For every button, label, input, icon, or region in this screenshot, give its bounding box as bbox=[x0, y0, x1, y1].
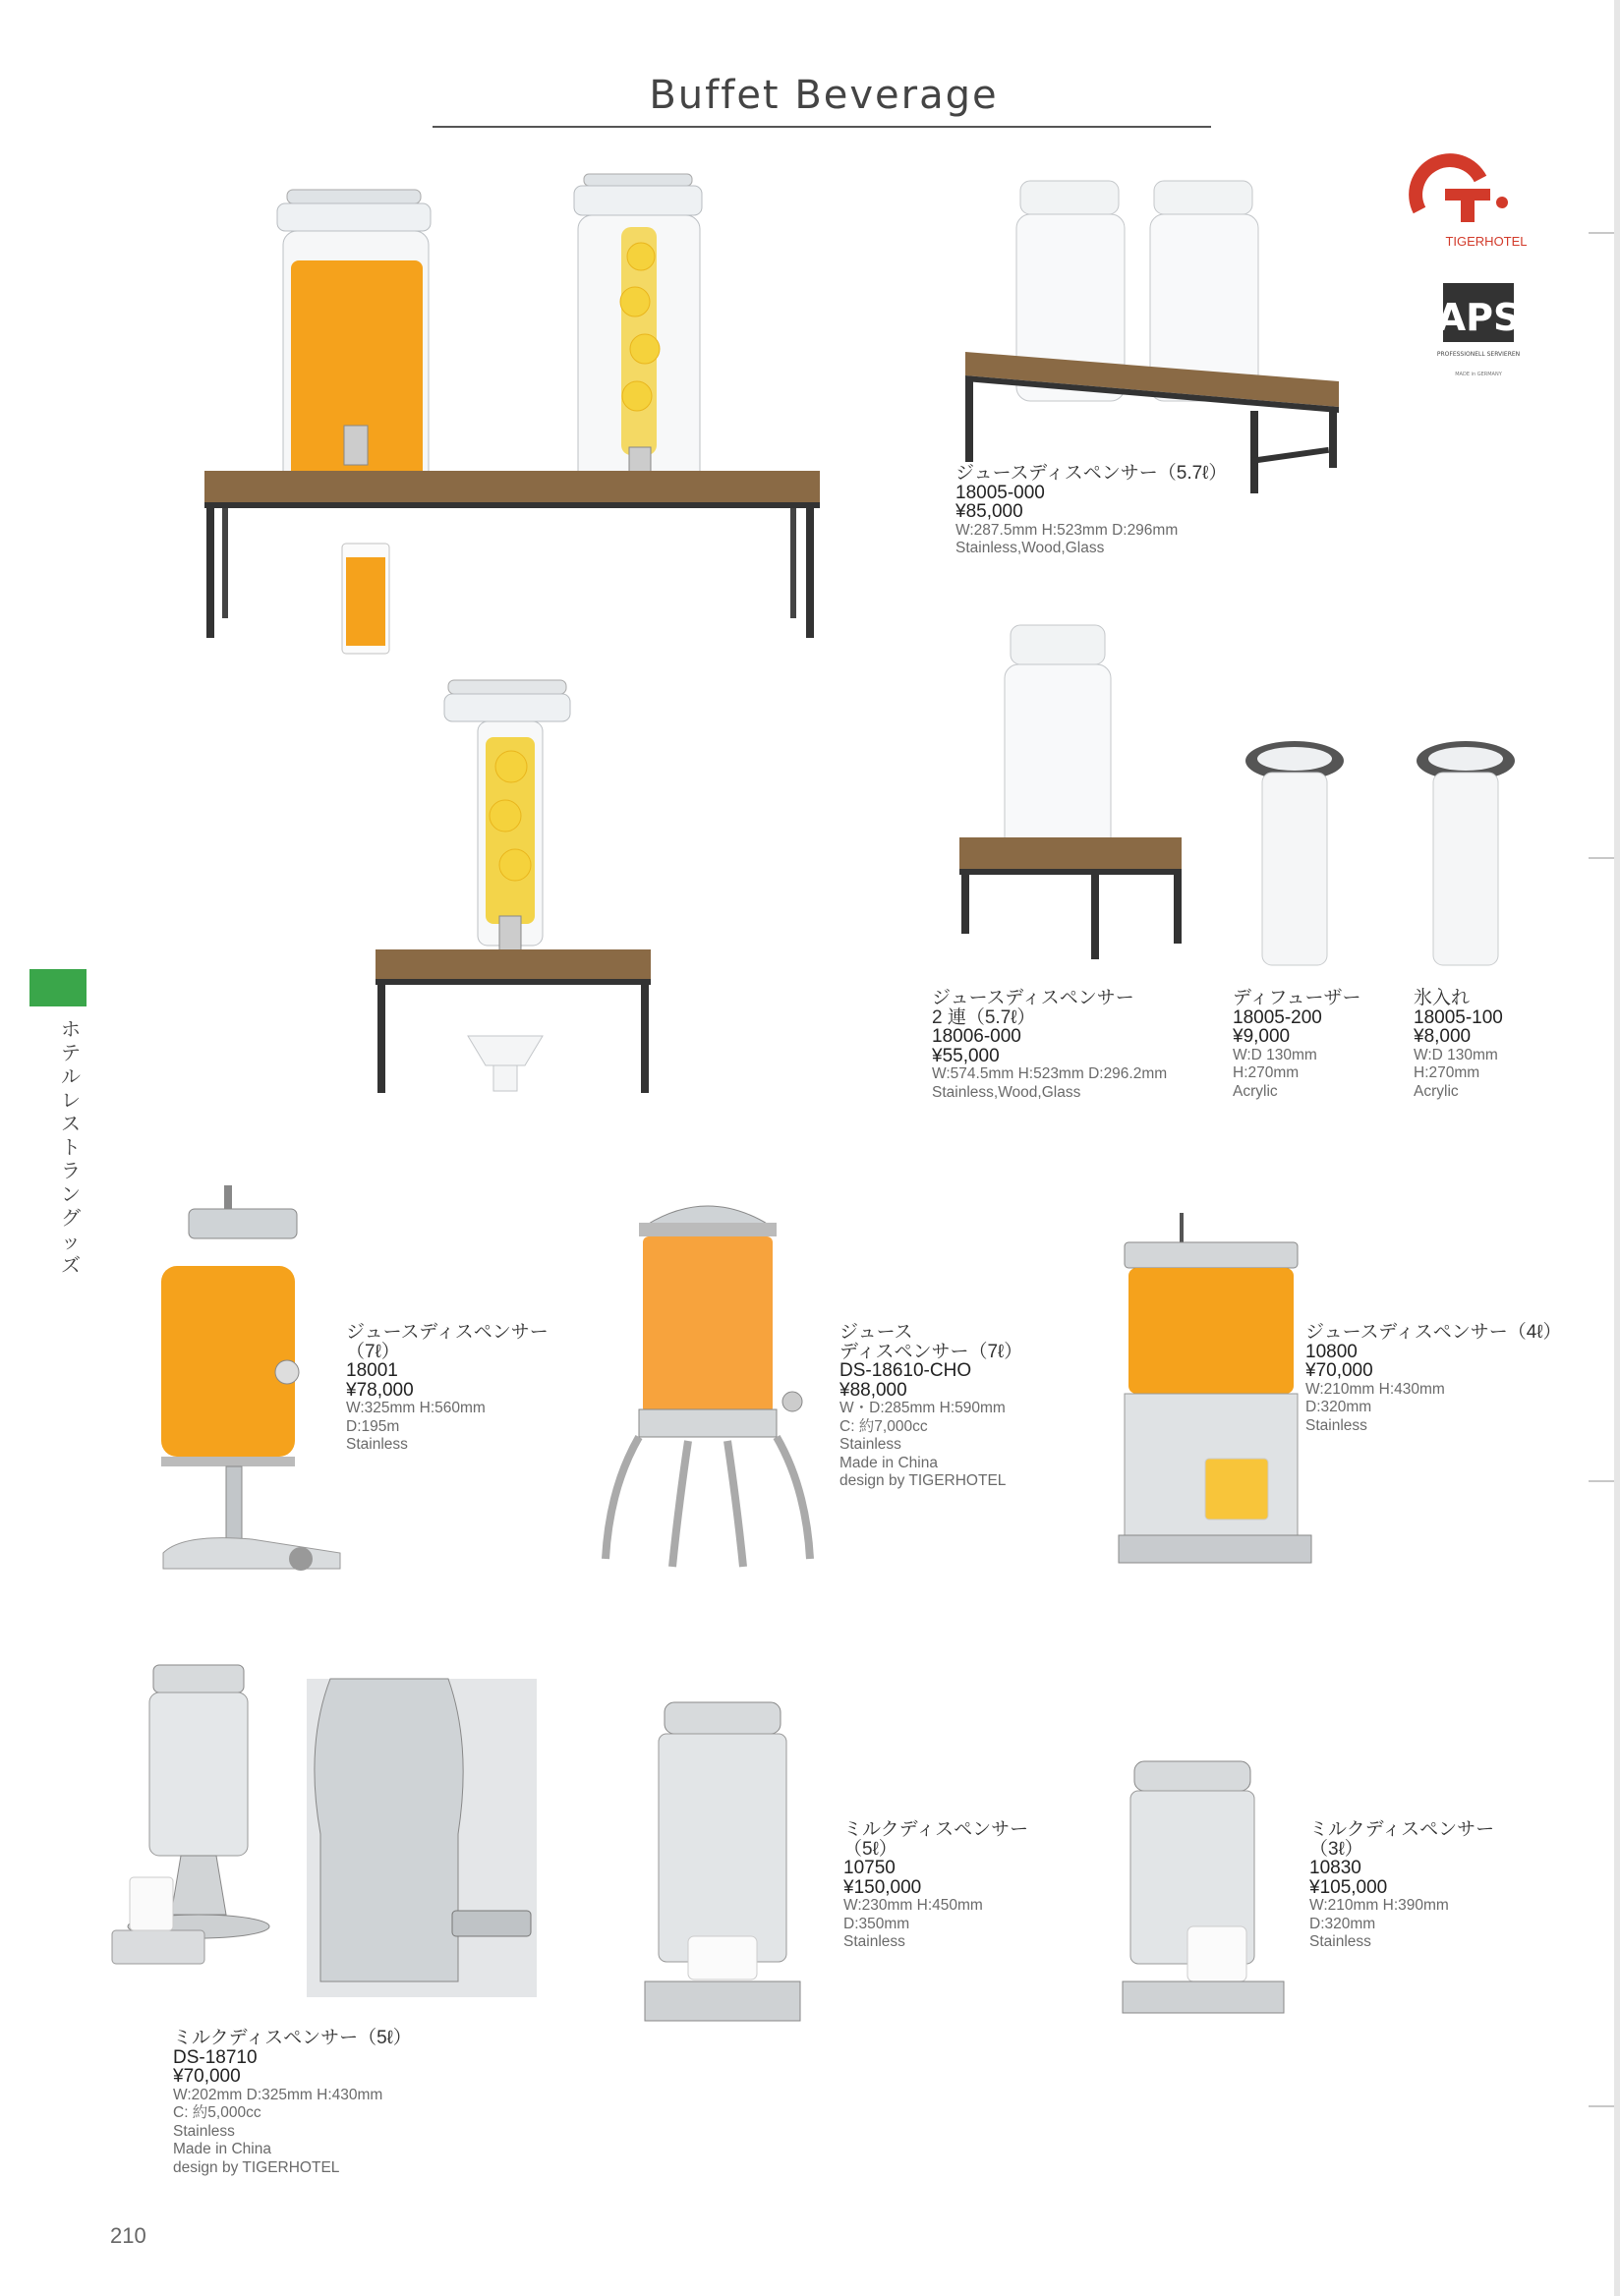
product-name: ジュース bbox=[839, 1322, 913, 1343]
product-spec: W:287.5mm H:523mm D:296mm bbox=[955, 521, 1179, 539]
product-name: ジュースディスペンサー（5.7ℓ） bbox=[955, 463, 1228, 484]
page-edge bbox=[1614, 0, 1620, 2296]
product-name: ミルクディスペンサー bbox=[1309, 1819, 1495, 1840]
product-code: 18005-000 bbox=[955, 482, 1045, 503]
page-title: Buffet Beverage bbox=[649, 73, 999, 118]
product-18005-100 bbox=[1414, 989, 1503, 1101]
product-name-sub: 2 連（5.7ℓ） bbox=[932, 1006, 1036, 1028]
product-name: ミルクディスペンサー bbox=[843, 1819, 1029, 1840]
product-name-sub: （5ℓ） bbox=[843, 1838, 897, 1860]
product-name-sub: （3ℓ） bbox=[1309, 1838, 1363, 1860]
single-jar-stand-photo bbox=[948, 617, 1203, 981]
aps-wordmark: APS bbox=[1436, 296, 1521, 339]
product-price: ¥150,000 bbox=[843, 1876, 922, 1898]
product-spec: design by TIGERHOTEL bbox=[173, 2158, 340, 2176]
product-spec: Made in China bbox=[839, 1454, 938, 1471]
product-spec: W:210mm H:390mm bbox=[1309, 1897, 1449, 1914]
product-price: ¥9,000 bbox=[1233, 1026, 1291, 1047]
double-dispenser-photo bbox=[197, 162, 826, 663]
section-tab bbox=[29, 969, 87, 1006]
product-spec: W:325mm H:560mm bbox=[346, 1400, 486, 1416]
product-spec: Stainless bbox=[173, 2122, 235, 2140]
product-price: ¥85,000 bbox=[955, 501, 1023, 522]
product-spec: Stainless bbox=[1305, 1416, 1367, 1434]
product-spec: W:202mm D:325mm H:430mm bbox=[173, 2086, 383, 2103]
product-spec: D:320mm bbox=[1305, 1399, 1372, 1415]
tigerhotel-wordmark: TIGERHOTEL bbox=[1445, 234, 1528, 249]
edge-tick bbox=[1589, 232, 1614, 234]
product-name: ジュースディスペンサー（4ℓ） bbox=[1305, 1322, 1562, 1343]
product-spec: W:D 130mm bbox=[1414, 1046, 1498, 1063]
product-price: ¥8,000 bbox=[1414, 1026, 1472, 1047]
product-price: ¥105,000 bbox=[1309, 1876, 1388, 1898]
edge-tick bbox=[1589, 2105, 1614, 2107]
product-spec: W:230mm H:450mm bbox=[843, 1897, 983, 1914]
product-spec: W:D 130mm bbox=[1233, 1046, 1317, 1063]
product-spec: C: 約7,000cc bbox=[839, 1417, 928, 1435]
ice-container-photo bbox=[1412, 731, 1520, 977]
product-ds-18710 bbox=[173, 2029, 412, 2177]
product-spec: Acrylic bbox=[1233, 1082, 1278, 1100]
tigerhotel-logo bbox=[1412, 159, 1549, 258]
product-code: DS-18610-CHO bbox=[839, 1360, 972, 1381]
product-code: 10800 bbox=[1305, 1341, 1358, 1362]
milk-dispenser-ds18710-photo bbox=[108, 1657, 541, 2003]
title-divider bbox=[433, 126, 1211, 128]
product-18006-000 bbox=[932, 989, 1167, 1102]
juice-dispenser-18001-photo bbox=[153, 1179, 350, 1577]
diffuser-photo bbox=[1241, 731, 1349, 977]
product-name: ミルクディスペンサー（5ℓ） bbox=[173, 2028, 412, 2048]
product-code: 18001 bbox=[346, 1360, 398, 1381]
product-name: 氷入れ bbox=[1414, 988, 1471, 1008]
section-label: ホテルレストラングッズ bbox=[61, 1017, 81, 1277]
product-18005-200 bbox=[1233, 989, 1361, 1101]
product-spec: D:350mm bbox=[843, 1915, 910, 1932]
edge-tick bbox=[1589, 1480, 1614, 1482]
product-spec: W:574.5mm H:523mm D:296.2mm bbox=[932, 1065, 1168, 1082]
product-price: ¥70,000 bbox=[173, 2066, 241, 2087]
product-name-sub: ディスペンサー（7ℓ） bbox=[839, 1341, 1023, 1362]
product-code: 18005-100 bbox=[1414, 1006, 1503, 1028]
product-price: ¥88,000 bbox=[839, 1379, 907, 1401]
product-ds-18610-cho bbox=[839, 1323, 1022, 1491]
lemon-dispenser-photo bbox=[370, 664, 665, 1117]
product-10800 bbox=[1305, 1323, 1561, 1435]
product-spec: H:270mm bbox=[1233, 1064, 1300, 1081]
product-name-sub: （7ℓ） bbox=[346, 1341, 400, 1362]
milk-dispenser-10750-photo bbox=[639, 1696, 806, 2031]
product-spec: Made in China bbox=[173, 2141, 271, 2157]
milk-dispenser-10830-photo bbox=[1115, 1755, 1290, 2029]
product-spec: Stainless,Wood,Glass bbox=[955, 540, 1105, 556]
product-10830 bbox=[1309, 1820, 1494, 1952]
product-price: ¥55,000 bbox=[932, 1045, 1000, 1066]
product-code: 10750 bbox=[843, 1858, 896, 1878]
juice-dispenser-ds18610-photo bbox=[600, 1193, 816, 1578]
product-spec: C: 約5,000cc bbox=[173, 2104, 261, 2121]
product-code: 18005-200 bbox=[1233, 1006, 1322, 1028]
product-spec: Stainless bbox=[839, 1436, 901, 1453]
product-spec: Stainless bbox=[843, 1933, 905, 1950]
product-spec: W:210mm H:430mm bbox=[1305, 1380, 1445, 1398]
product-18001 bbox=[346, 1323, 549, 1455]
edge-tick bbox=[1589, 857, 1614, 859]
product-name: ジュースディスペンサー bbox=[932, 988, 1134, 1008]
product-spec: Stainless bbox=[1309, 1933, 1371, 1950]
product-10750 bbox=[843, 1820, 1028, 1952]
product-spec: W・D:285mm H:590mm bbox=[839, 1400, 1006, 1416]
aps-origin: MADE in GERMANY bbox=[1455, 372, 1502, 377]
aps-logo bbox=[1436, 281, 1521, 383]
product-spec: D:195m bbox=[346, 1417, 400, 1435]
product-spec: H:270mm bbox=[1414, 1064, 1480, 1081]
product-code: 10830 bbox=[1309, 1858, 1361, 1878]
product-spec: Stainless,Wood,Glass bbox=[932, 1083, 1081, 1101]
juice-dispenser-10800-photo bbox=[1115, 1211, 1331, 1577]
product-code: 18006-000 bbox=[932, 1026, 1021, 1047]
product-price: ¥78,000 bbox=[346, 1379, 414, 1401]
product-spec: Stainless bbox=[346, 1436, 408, 1453]
product-name: ジュースディスペンサー bbox=[346, 1322, 549, 1343]
product-18005-000 bbox=[955, 464, 1227, 558]
product-spec: design by TIGERHOTEL bbox=[839, 1472, 1007, 1489]
aps-tagline: PROFESSIONELL SERVIEREN bbox=[1436, 351, 1521, 358]
product-name: ディフューザー bbox=[1233, 988, 1361, 1008]
page-number: 210 bbox=[110, 2223, 146, 2248]
product-price: ¥70,000 bbox=[1305, 1360, 1373, 1381]
product-spec: D:320mm bbox=[1309, 1915, 1376, 1932]
twin-jar-stand-photo bbox=[959, 167, 1353, 501]
product-spec: Acrylic bbox=[1414, 1082, 1459, 1100]
product-code: DS-18710 bbox=[173, 2046, 258, 2068]
